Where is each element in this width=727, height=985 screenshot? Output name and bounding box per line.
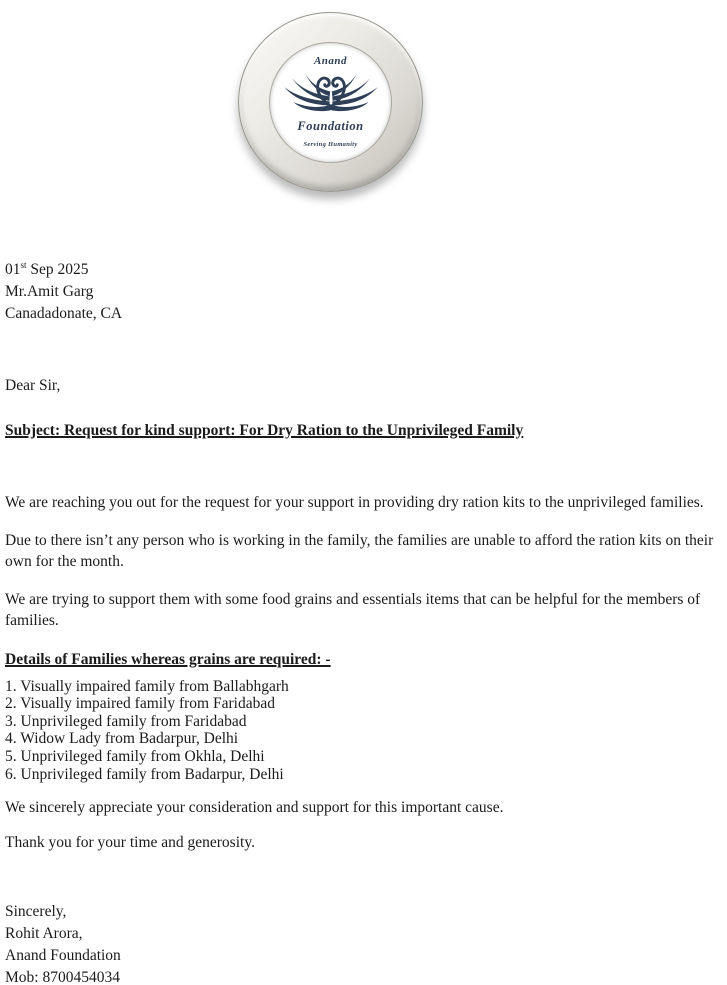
signature-sincerely: Sincerely, bbox=[5, 903, 67, 921]
body-paragraph-1: We are reaching you out for the request for your support in providing dry ration kits to the unprivileged families. bbox=[5, 494, 704, 512]
subject-line: Subject: Request for kind support: For Dry Ration to the Unprivileged Family bbox=[5, 422, 524, 440]
family-list-item: 1. Visually impaired family from Ballabhgarh bbox=[5, 677, 289, 695]
logo-silver-ring bbox=[238, 12, 423, 192]
family-list-item: 5. Unprivileged family from Okhla, Delhi bbox=[5, 748, 265, 766]
date-month-year: Sep 2025 bbox=[26, 261, 89, 279]
logo-org-name-top: Anand bbox=[313, 54, 348, 67]
details-heading: Details of Families whereas grains are required: - bbox=[5, 650, 331, 668]
recipient-location: Canadadonate, CA bbox=[5, 305, 123, 323]
date-address-block bbox=[5, 254, 722, 325]
salutation: Dear Sir, bbox=[5, 377, 61, 395]
closing-appreciation: We sincerely appreciate your consideration and support for this important cause. bbox=[5, 799, 504, 817]
signature-block bbox=[5, 901, 722, 985]
family-list-item: 6. Unprivileged family from Badarpur, Delhi bbox=[5, 765, 284, 783]
date-day: 01 bbox=[5, 261, 21, 279]
family-list bbox=[5, 678, 722, 784]
signature-name: Rohit Arora, bbox=[5, 925, 83, 943]
letter-date bbox=[5, 254, 722, 281]
signature-mobile: Mob: 8700454034 bbox=[5, 969, 120, 985]
recipient-name: Mr.Amit Garg bbox=[5, 283, 94, 301]
date-ordinal-suffix: st bbox=[20, 260, 27, 270]
body-paragraph-2: Due to there isn’t any person who is working in the family, the families are unable to afford the ration kits on their own for the month. bbox=[5, 531, 714, 571]
family-list-item: 4. Widow Lady from Badarpur, Delhi bbox=[5, 730, 239, 748]
logo-inner-circle bbox=[270, 43, 391, 162]
logo-org-name-bottom: Foundation bbox=[297, 118, 364, 133]
signature-organization: Anand Foundation bbox=[5, 947, 121, 965]
swans-heart-icon bbox=[279, 68, 383, 118]
closing-thanks: Thank you for your time and generosity. bbox=[5, 833, 255, 851]
family-list-item: 2. Visually impaired family from Faridabad bbox=[5, 695, 275, 713]
family-list-item: 3. Unprivileged family from Faridabad bbox=[5, 712, 247, 730]
foundation-logo bbox=[5, 12, 722, 192]
body-paragraph-3: We are trying to support them with some food grains and essentials items that can be helpful for the members of families. bbox=[5, 590, 701, 630]
logo-tagline: Serving Humanity bbox=[303, 140, 358, 148]
